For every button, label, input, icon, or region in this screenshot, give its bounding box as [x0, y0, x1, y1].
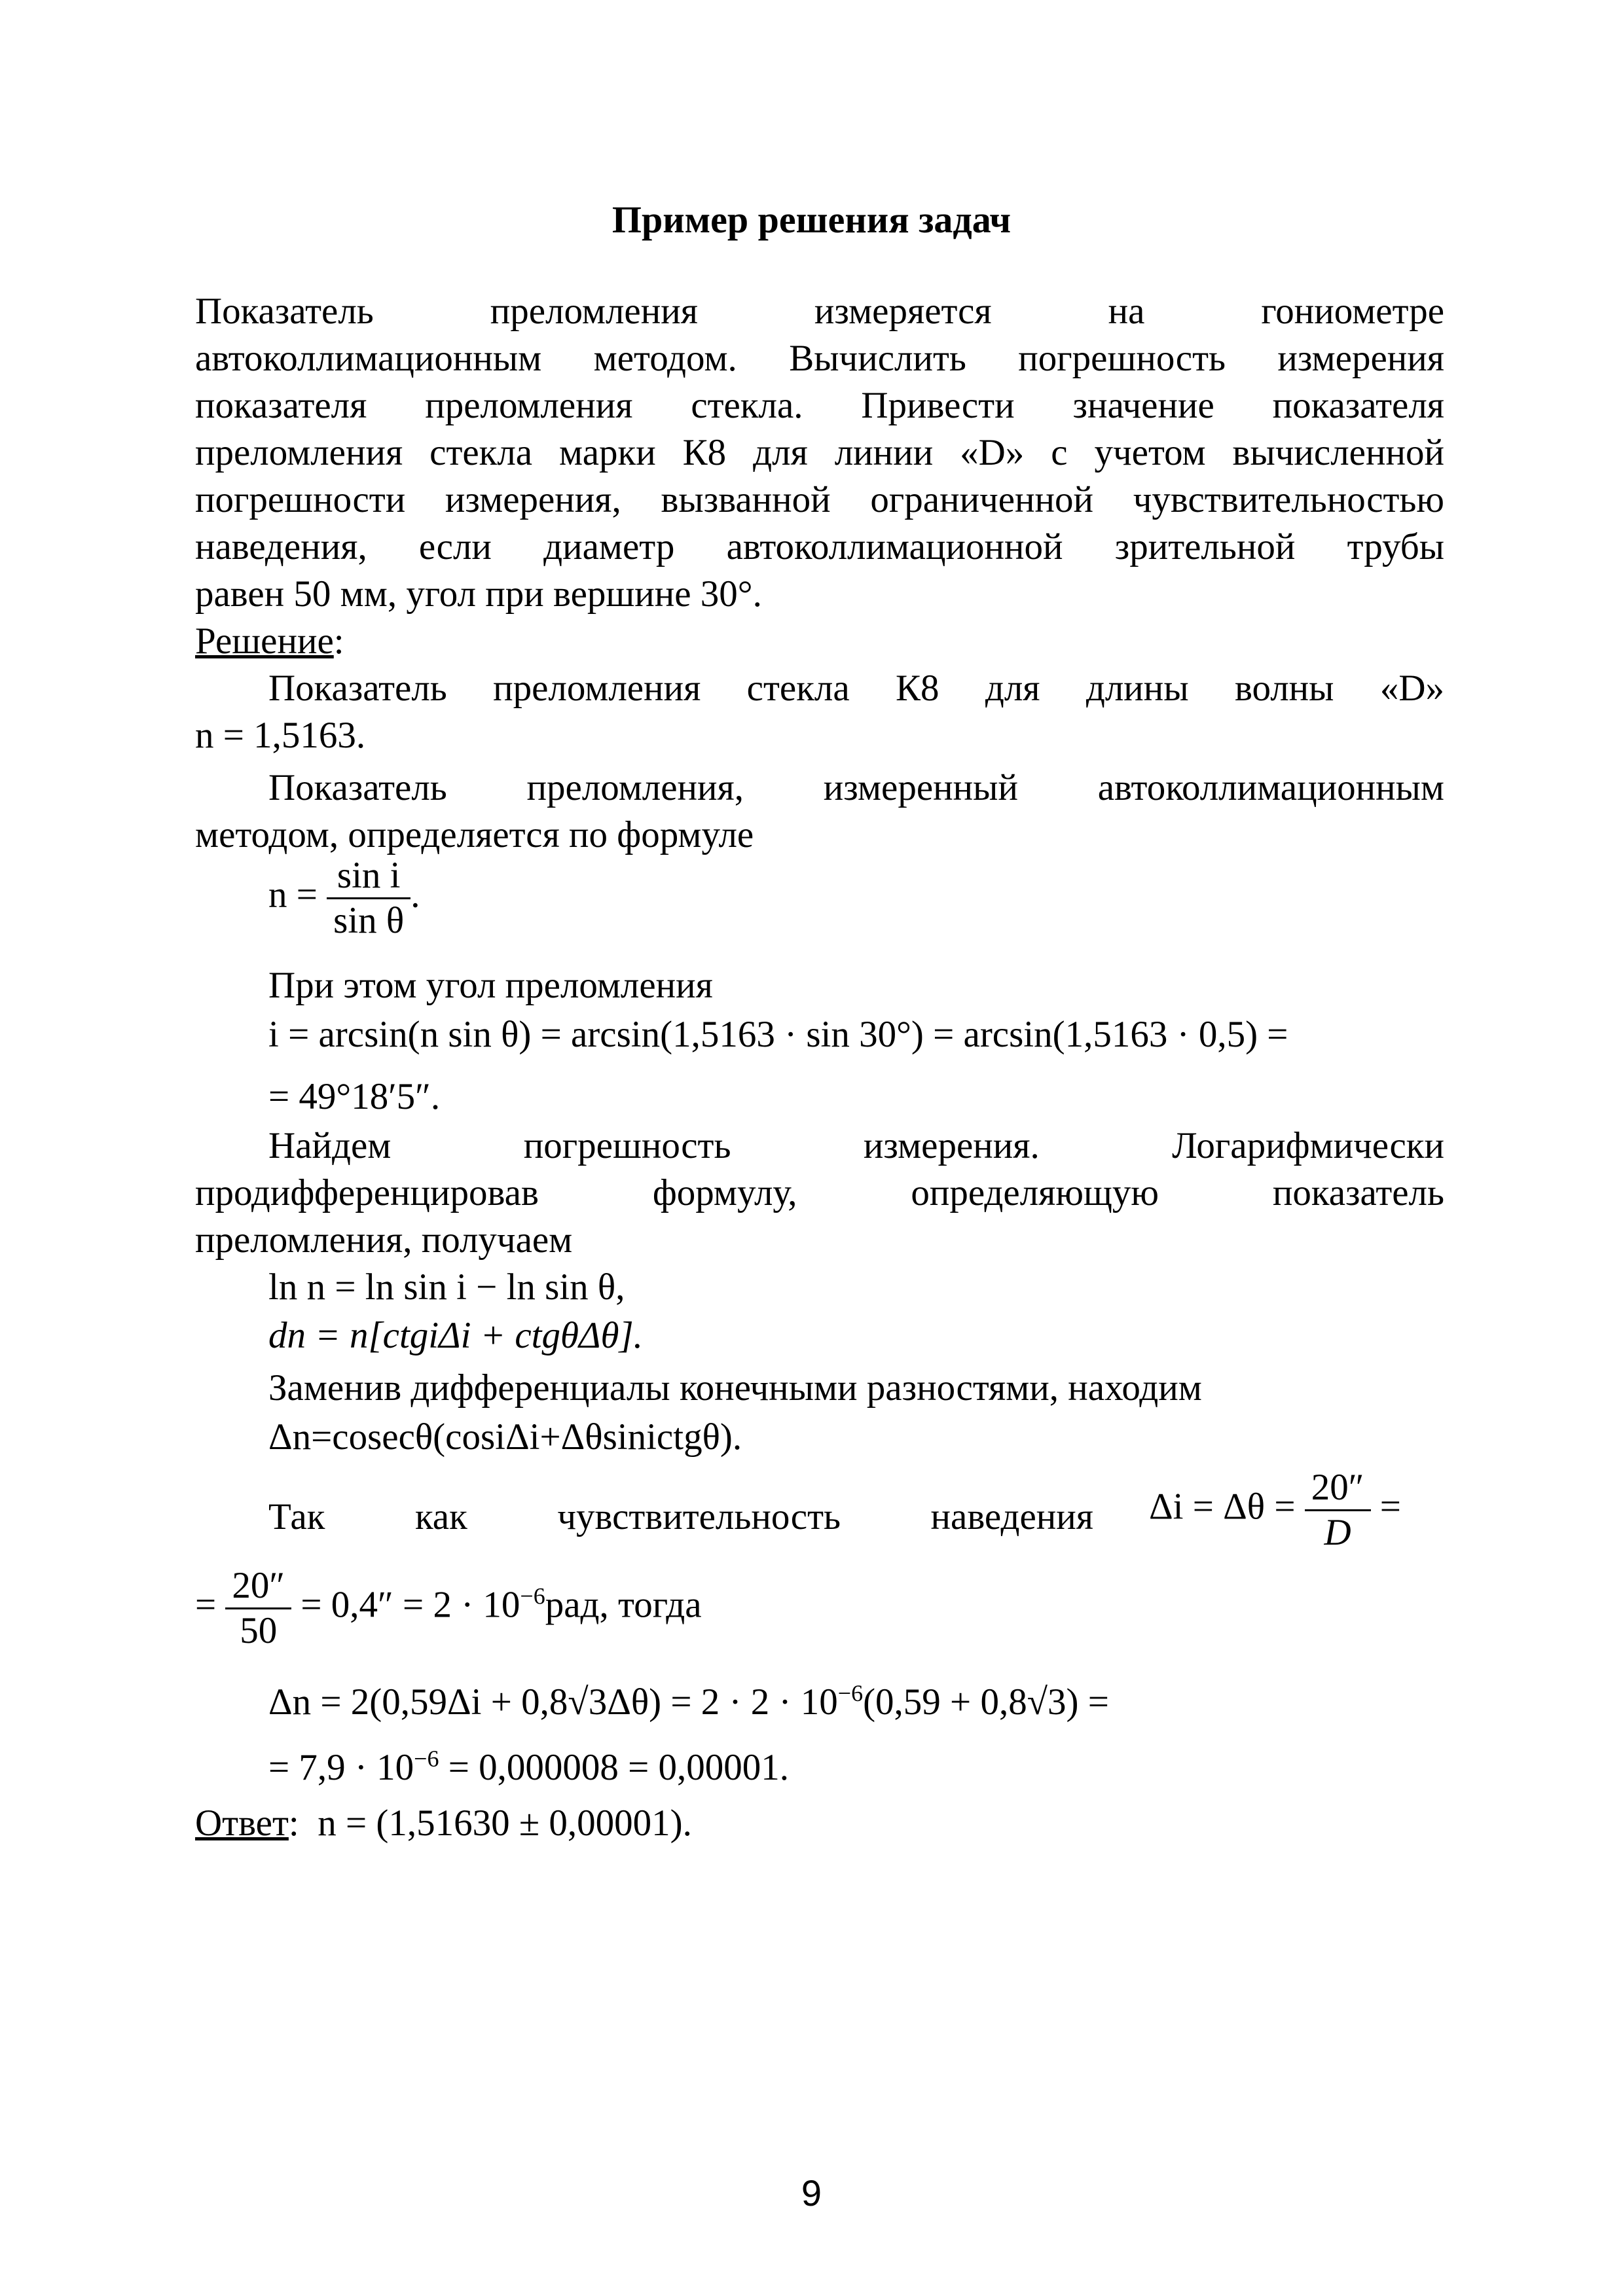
- formula-n-end: .: [410, 874, 420, 916]
- formula-n-lhs: n =: [268, 874, 318, 916]
- solution-p6-tail: рад, тогда: [545, 1584, 702, 1626]
- equation-final-1: [268, 1679, 1109, 1726]
- solution-p5-end: =: [1379, 1486, 1401, 1528]
- solution-p6-start: =: [195, 1584, 217, 1626]
- angle-intro: При этом угол преломления: [268, 965, 713, 1006]
- solution-heading: Решение:: [195, 620, 344, 662]
- page-title: Пример решения задач: [611, 198, 1012, 241]
- problem-line-3: показателя преломления стекла. Привести значение показателя: [195, 385, 1444, 426]
- equation-dn: dn = n[ctgiΔi + ctgθΔθ].: [268, 1315, 643, 1356]
- solution-p5-numerator: 20″: [1305, 1466, 1371, 1511]
- solution-p5: [268, 1466, 1444, 1551]
- angle-equation: i = arcsin(n sin θ) = arcsin(1,5163 · sin 30°) = arcsin(1,5163 · 0,5) =: [268, 1014, 1288, 1055]
- solution-p5-equation: [1149, 1466, 1401, 1554]
- equation-final-1-exponent: −6: [837, 1680, 864, 1706]
- solution-p6-numerator: 20″: [225, 1564, 291, 1609]
- solution-label: Решение: [195, 620, 334, 662]
- solution-p1-eq: n = 1,5163.: [195, 715, 366, 756]
- solution-p3-line3: преломления, получаем: [195, 1219, 573, 1261]
- equation-final-1-main: Δn = 2(0,59Δi + 0,8√3Δθ) = 2 · 2 · 10: [268, 1681, 838, 1723]
- formula-n-fraction: [327, 854, 410, 942]
- solution-p6-exponent: −6: [520, 1583, 545, 1609]
- solution-p5-fraction: [1305, 1466, 1371, 1554]
- problem-line-2: автоколлимационным методом. Вычислить погрешность измерения: [195, 338, 1444, 379]
- answer: Ответ: n = (1,51630 ± 0,00001).: [195, 1803, 692, 1844]
- solution-p6-rest: = 0,4″ = 2 · 10: [301, 1584, 520, 1626]
- solution-p3-line2: продифференцировав формулу, определяющую показатель: [195, 1172, 1444, 1213]
- page-number: 9: [801, 2172, 822, 2214]
- solution-p4: Заменив дифференциалы конечными разностями, находим: [268, 1367, 1202, 1408]
- solution-p2-line1: Показатель преломления, измеренный автоколлимационным: [268, 767, 1444, 808]
- answer-label: Ответ: [195, 1803, 289, 1844]
- problem-line-5: погрешности измерения, вызванной ограниченной чувствительностью: [195, 479, 1444, 520]
- equation-delta-n: Δn=cosecθ(cosiΔi+Δθsinictgθ).: [268, 1416, 742, 1458]
- answer-value: n = (1,51630 ± 0,00001).: [318, 1803, 692, 1844]
- equation-ln: ln n = ln sin i − ln sin θ,: [268, 1266, 625, 1308]
- solution-p5-lhs: Δi = Δθ =: [1149, 1486, 1296, 1528]
- equation-final-2-main: = 7,9 · 10: [268, 1747, 414, 1788]
- solution-p6-fraction: [225, 1564, 291, 1653]
- solution-p5-denominator: D: [1324, 1512, 1351, 1553]
- solution-p2-line2: методом, определяется по формуле: [195, 814, 754, 855]
- solution-p6-denominator: 50: [240, 1610, 278, 1651]
- solution-p3-line1: Найдем погрешность измерения. Логарифмически: [268, 1125, 1444, 1166]
- equation-final-2-exponent: −6: [414, 1746, 439, 1772]
- formula-n-denominator: sin θ: [333, 900, 405, 941]
- angle-result: = 49°18′5″.: [268, 1076, 441, 1117]
- equation-final-1-tail: (0,59 + 0,8√3) =: [863, 1681, 1109, 1723]
- problem-line-6: наведения, если диаметр автоколлимационной зрительной трубы: [195, 526, 1444, 567]
- solution-p5-text: Так как чувствительность наведения: [268, 1496, 1093, 1537]
- problem-line-4: преломления стекла марки К8 для линии «D» с учетом вычисленной: [195, 432, 1444, 473]
- equation-final-2-tail: = 0,000008 = 0,00001.: [439, 1747, 789, 1788]
- equation-final-2: [268, 1744, 789, 1791]
- formula-n-numerator: sin i: [327, 854, 410, 899]
- solution-p1-line1: Показатель преломления стекла К8 для длины волны «D»: [268, 668, 1444, 709]
- formula-n: [268, 854, 420, 942]
- solution-p6: [195, 1564, 702, 1653]
- problem-line-7: равен 50 мм, угол при вершине 30°.: [195, 573, 762, 615]
- problem-line-1: Показатель преломления измеряется на гониометре: [195, 291, 1444, 332]
